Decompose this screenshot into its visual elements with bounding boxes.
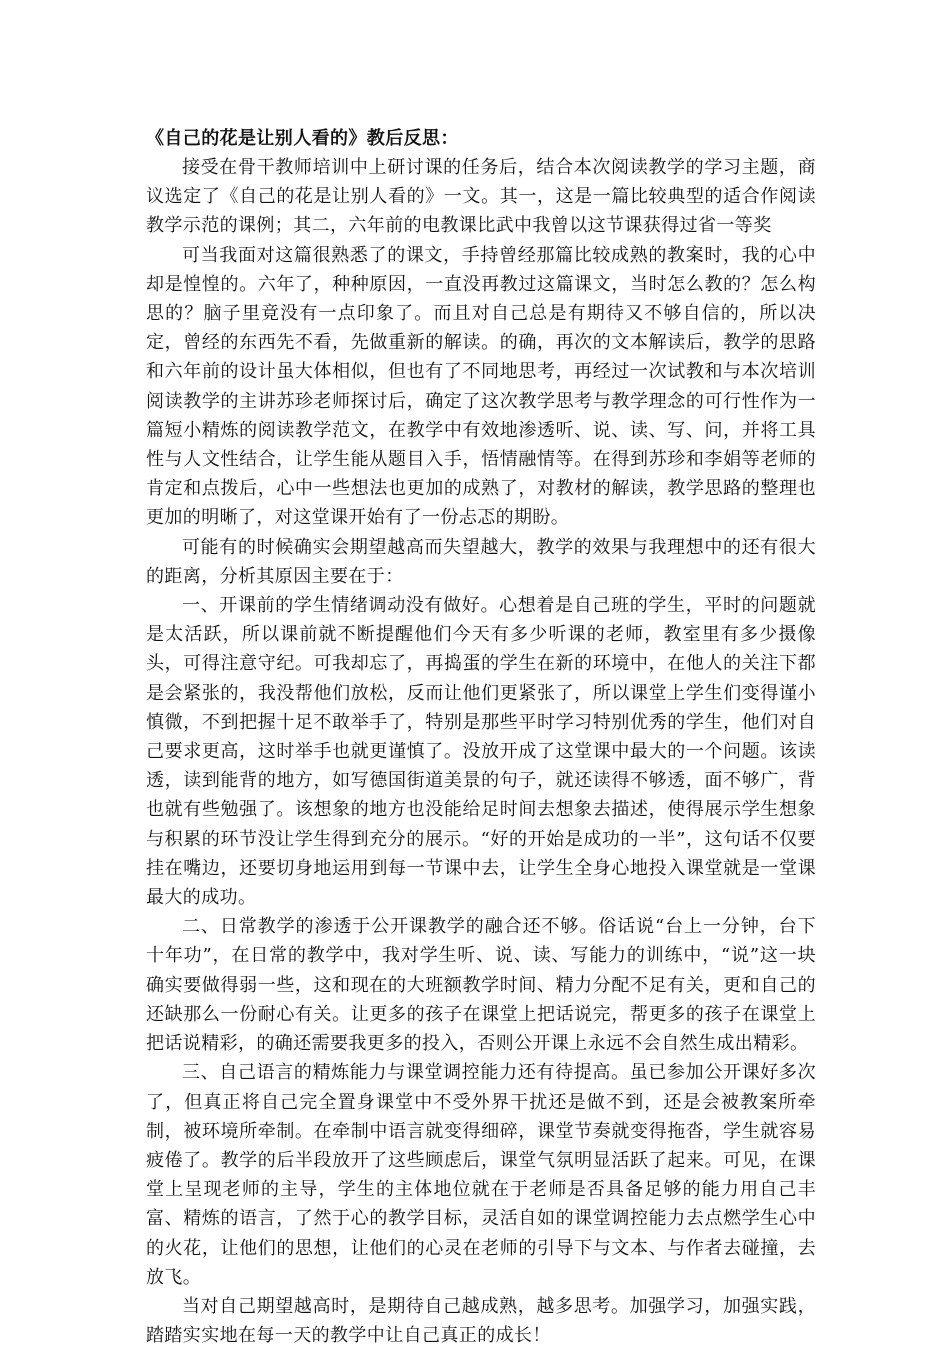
paragraph-point-three: 三、自己语言的精炼能力与课堂调控能力还有待提高。虽已参加公开课好多次了，但真正将自己完全置身课堂中不受外界干扰还是做不到，还是会被教案所牵制，被环境所牵制。在牵制中语言就变得细碎，课堂节奏就变得拖沓，学生就容易疲倦了。教学的后半段放开了这些顾虑后，课堂气氛明显活跃了起来。可见，在课堂上呈现老师的主导，学生的主体地位就在于老师是否具备足够的能力用自己丰富、精炼的语言，了然于心的教学目标，灵活自如的课堂调控能力去点燃学生心中的火花，让他们的思想，让他们的心灵在老师的引导下与文本、与作者去碰撞，去放飞。 bbox=[146, 1062, 816, 1288]
paragraph-intro: 接受在骨干教师培训中上研讨课的任务后，结合本次阅读教学的学习主题，商议选定了《自己的花是让别人看的》一文。其一，这是一篇比较典型的适合作阅读教学示范的课例；其二，六年前的电教课比武中我曾以这节课获得过省一等奖 bbox=[146, 157, 816, 237]
document-page bbox=[146, 124, 816, 1350]
paragraph-point-one: 一、开课前的学生情绪调动没有做好。心想着是自己班的学生，平时的问题就是太活跃，所以课前就不断提醒他们今天有多少听课的老师，教室里有多少摄像头，可得注意守纪。可我却忘了，再捣蛋的学生在新的环境中，在他人的关注下都是会紧张的，我没帮他们放松，反而让他们更紧张了，所以课堂上学生们变得谨小慎微，不到把握十足不敢举手了，特别是那些平时学习特别优秀的学生，他们对自己要求更高，这时举手也就更谨慎了。没放开成了这堂课中最大的一个问题。该读透，读到能背的地方，如写德国街道美景的句子，就还读得不够透，面不够广，背也就有些勉强了。该想象的地方也没能给足时间去想象去描述，使得展示学生想象与积累的环节没让学生得到充分的展示。“好的开始是成功的一半”，这句话不仅要挂在嘴边，还要切身地运用到每一节课中去，让学生全身心地投入课堂就是一堂课最大的成功。 bbox=[146, 595, 816, 909]
paragraph-conclusion: 当对自己期望越高时，是期待自己越成熟，越多思考。加强学习，加强实践，踏踏实实地在每一天的教学中让自己真正的成长！ bbox=[146, 1295, 816, 1347]
paragraph-point-two: 二、日常教学的渗透于公开课教学的融合还不够。俗话说“台上一分钟，台下十年功”，在日常的教学中，我对学生听、说、读、写能力的训练中，“说”这一块确实要做得弱一些，这和现在的大班额教学时间、精力分配不足有关，更和自己的还缺那么一份耐心有关。让更多的孩子在课堂上把话说完，帮更多的孩子在课堂上把话说精彩，的确还需要我更多的投入，否则公开课上永远不会自然生成出精彩。 bbox=[146, 916, 816, 1055]
paragraph-analysis-intro: 可能有的时候确实会期望越高而失望越大，教学的效果与我理想中的还有很大的距离，分析其原因主要在于： bbox=[146, 536, 816, 587]
paragraph-preparation: 可当我面对这篇很熟悉了的课文，手持曾经那篇比较成熟的教案时，我的心中却是惶惶的。六年了，种种原因，一直没再教过这篇课文，当时怎么教的？怎么构思的？脑子里竟没有一点印象了。而且对自己总是有期待又不够自信的，所以决定，曾经的东西先不看，先做重新的解读。的确，再次的文本解读后，教学的思路和六年前的设计虽大体相似，但也有了不同地思考，再经过一次试教和与本次培训阅读教学的主讲苏珍老师探讨后，确定了这次教学思考与教学理念的可行性作为一篇短小精炼的阅读教学范文，在教学中有效地渗透听、说、读、写、问，并将工具性与人文性结合，让学生能从题目入手，悟情融情等。在得到苏珍和李娟等老师的肯定和点拨后，心中一些想法也更加的成熟了，对教材的解读，教学思路的整理也更加的明晰了，对这堂课开始有了一份忐忑的期盼。 bbox=[146, 244, 816, 529]
document-title: 《自己的花是让别人看的》教后反思： bbox=[146, 128, 459, 149]
